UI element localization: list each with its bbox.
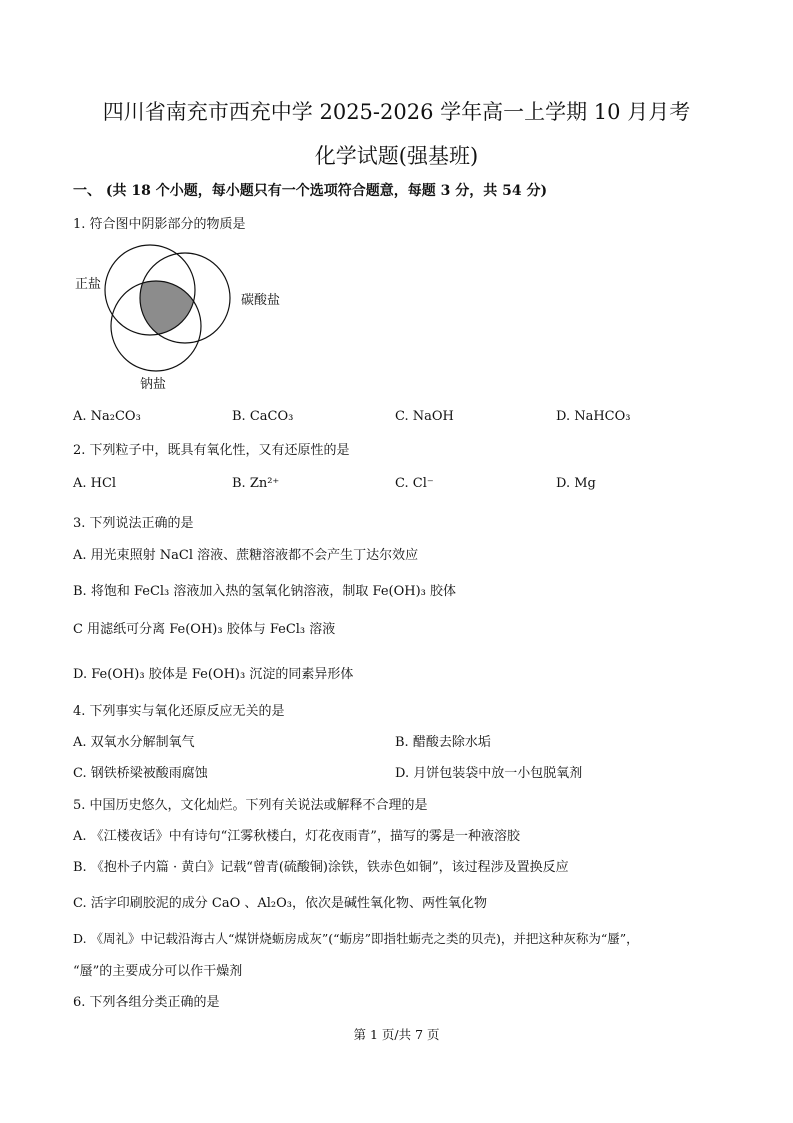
q2-option-d: D. Mg bbox=[556, 476, 596, 491]
q2-option-a: A. HCl bbox=[73, 476, 117, 491]
q3-option-c: C 用滤纸可分离 Fe(OH)₃ 胶体与 FeCl₃ 溶液 bbox=[73, 622, 336, 637]
question-2-stem: 2. 下列粒子中，既具有氧化性，又有还原性的是 bbox=[73, 443, 350, 458]
venn-svg bbox=[70, 230, 300, 400]
page-number: 第 1 页/共 7 页 bbox=[353, 1027, 440, 1042]
q2-option-c: C. Cl⁻ bbox=[395, 476, 434, 491]
q5-option-a: A. 《江楼夜话》中有诗句“江雾秋楼白，灯花夜雨青”，描写的雾是一种液溶胶 bbox=[73, 829, 520, 844]
q3-option-a: A. 用光束照射 NaCl 溶液、蔗糖溶液都不会产生丁达尔效应 bbox=[73, 548, 419, 563]
page-subtitle: 化学试题(强基班) bbox=[314, 144, 479, 168]
q5-option-c: C. 活字印刷胶泥的成分 CaO 、Al₂O₃，依次是碱性氧化物、两性氧化物 bbox=[73, 896, 487, 911]
q1-option-a: A. Na₂CO₃ bbox=[73, 409, 141, 424]
q5-option-b: B. 《抱朴子内篇 · 黄白》记载“曾青(硫酸铜)涂铁，铁赤色如铜”，该过程涉及置换反应 bbox=[73, 860, 569, 875]
question-1-stem: 1. 符合图中阴影部分的物质是 bbox=[73, 217, 246, 232]
q3-option-d: D. Fe(OH)₃ 胶体是 Fe(OH)₃ 沉淀的同素异形体 bbox=[73, 667, 354, 682]
q1-option-b: B. CaCO₃ bbox=[232, 409, 294, 424]
q3-option-b: B. 将饱和 FeCl₃ 溶液加入热的氢氧化钠溶液，制取 Fe(OH)₃ 胶体 bbox=[73, 584, 457, 599]
question-5-stem: 5. 中国历史悠久，文化灿烂。下列有关说法或解释不合理的是 bbox=[73, 798, 428, 813]
q4-option-d: D. 月饼包装袋中放一小包脱氧剂 bbox=[395, 766, 583, 781]
question-6-stem: 6. 下列各组分类正确的是 bbox=[73, 995, 220, 1010]
page-title: 四川省南充市西充中学 2025-2026 学年高一上学期 10 月月考 bbox=[102, 100, 691, 124]
q4-option-a: A. 双氧水分解制氧气 bbox=[73, 735, 195, 750]
q1-option-c: C. NaOH bbox=[395, 409, 454, 424]
q4-option-b: B. 醋酸去除水垢 bbox=[395, 735, 491, 750]
q5-option-d-cont: “蜃”的主要成分可以作干燥剂 bbox=[73, 964, 243, 979]
q4-option-c: C. 钢铁桥梁被酸雨腐蚀 bbox=[73, 766, 208, 781]
question-4-stem: 4. 下列事实与氧化还原反应无关的是 bbox=[73, 704, 285, 719]
q5-option-d: D. 《周礼》中记载沿海古人“煤饼烧蛎房成灰”(“蛎房”即指牡蛎壳之类的贝壳)，并把这种灰称为“蜃”， bbox=[73, 931, 639, 946]
q1-option-d: D. NaHCO₃ bbox=[556, 409, 631, 424]
venn-label-carbonate: 碳酸盐 bbox=[241, 293, 281, 308]
question-3-stem: 3. 下列说法正确的是 bbox=[73, 516, 194, 531]
venn-label-sodium-salt: 钠盐 bbox=[140, 377, 167, 392]
section-heading: 一、 (共 18 个小题，每小题只有一个选项符合题意，每题 3 分，共 54 分) bbox=[73, 183, 548, 199]
venn-label-normal-salt: 正盐 bbox=[75, 277, 102, 292]
q2-option-b: B. Zn²⁺ bbox=[232, 476, 280, 491]
